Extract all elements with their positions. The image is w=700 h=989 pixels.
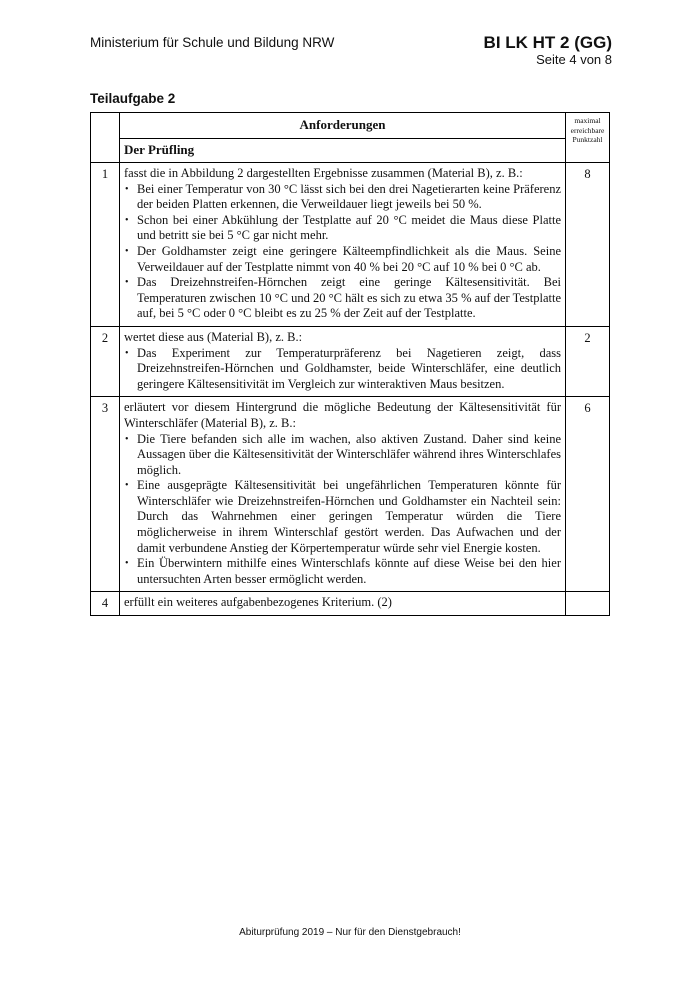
bullet-list bbox=[124, 432, 561, 588]
row-text bbox=[120, 397, 566, 592]
table-row bbox=[91, 592, 610, 616]
row-intro: fasst die in Abbildung 2 dargestellten Ergebnisse zusammen (Material B), z. B.: bbox=[124, 166, 523, 180]
requirements-table bbox=[90, 112, 610, 616]
row-number: 4 bbox=[91, 592, 120, 616]
exam-code: BI LK HT 2 (GG) bbox=[483, 33, 612, 52]
row-points: 2 bbox=[566, 326, 610, 396]
row-number: 3 bbox=[91, 397, 120, 592]
table-row bbox=[91, 397, 610, 592]
row-number: 1 bbox=[91, 163, 120, 327]
column-header-requirements: Anforderungen bbox=[120, 113, 566, 139]
bullet-list bbox=[124, 346, 561, 393]
table-row bbox=[91, 163, 610, 327]
page-number: Seite 4 von 8 bbox=[536, 52, 612, 67]
row-number: 2 bbox=[91, 326, 120, 396]
column-header-max-points: maximal erreichbare Punktzahl bbox=[566, 113, 610, 163]
footer-note: Abiturprüfung 2019 – Nur für den Dienstgebrauch! bbox=[239, 927, 461, 938]
table-subheader-row bbox=[91, 139, 610, 163]
list-item: • Eine ausgeprägte Kältesensitivität bei ungefährlichen Temperaturen könnte für Winterschläfer wie Dreizehnstreifen-Hörnchen und Goldhamster ein Nachteil sein: Durch das Wahrnehmen einer geringen Temperatur würden die Tiere möglicherweise in ihrem Winterschlaf gestört werden. Das Aufwachen und der damit verbundene Anstieg der Körpertemperatur würde sehr viel Energie kosten. bbox=[137, 478, 561, 556]
ministry-name: Ministerium für Schule und Bildung NRW bbox=[90, 35, 335, 50]
table-header-row bbox=[91, 113, 610, 139]
row-points: 8 bbox=[566, 163, 610, 327]
list-item: • Der Goldhamster zeigt eine geringere Kälteempfindlichkeit als die Maus. Seine Verweildauer auf der Testplatte nimmt von 40 % bei 20 °C auf 10 % bei 0 °C ab. bbox=[137, 244, 561, 275]
row-text bbox=[120, 326, 566, 396]
table-row bbox=[91, 326, 610, 396]
row-points bbox=[566, 592, 610, 616]
list-item: • Die Tiere befanden sich alle im wachen, also aktiven Zustand. Daher sind keine Aussagen über die Kältesensitivität der Winterschläfer während ihres Winterschlafes möglich. bbox=[137, 432, 561, 479]
list-item: • Das Experiment zur Temperaturpräferenz bei Nagetieren zeigt, dass Dreizehnstreifen-Hörnchen und Goldhamster, beide Winterschläfer, eine deutlich geringere Kältesensitivität im Vergleich zur winteraktiven Maus besitzen. bbox=[137, 346, 561, 393]
row-points: 6 bbox=[566, 397, 610, 592]
list-item: • Ein Überwintern mithilfe eines Winterschlafs könnte auf diese Weise bei den hier untersuchten Arten besser ermöglicht werden. bbox=[137, 556, 561, 587]
row-text bbox=[120, 592, 566, 616]
header-num-cell bbox=[91, 113, 120, 163]
list-item: • Bei einer Temperatur von 30 °C lässt sich bei den drei Nagetierarten keine Präferenz der beiden Platten erkennen, die Verweildauer liegt jeweils bei 50 %. bbox=[137, 182, 561, 213]
row-intro: erläutert vor diesem Hintergrund die mögliche Bedeutung der Kältesensitivität für Winterschläfer (Material B), z. B.: bbox=[124, 400, 561, 430]
row-intro: wertet diese aus (Material B), z. B.: bbox=[124, 329, 303, 344]
list-item: • Das Dreizehnstreifen-Hörnchen zeigt eine geringe Kältesensitivität. Bei Temperaturen zwischen 10 °C und 20 °C hält es sich zu etwa 35 % auf der Testplatte auf, bei 5 °C oder 0 °C bleibt es zu 25 % der Zeit auf der Testplatte. bbox=[137, 275, 561, 322]
document-header bbox=[484, 33, 612, 67]
subheader-candidate: Der Prüfling bbox=[120, 139, 566, 163]
row-intro: erfüllt ein weiteres aufgabenbezogenes Kriterium. (2) bbox=[124, 595, 392, 610]
bullet-list bbox=[124, 182, 561, 322]
section-title: Teilaufgabe 2 bbox=[90, 91, 176, 106]
list-item: • Schon bei einer Abkühlung der Testplatte auf 20 °C meidet die Maus diese Platte und betritt sie bei 5 °C gar nicht mehr. bbox=[137, 213, 561, 244]
row-text bbox=[120, 163, 566, 327]
